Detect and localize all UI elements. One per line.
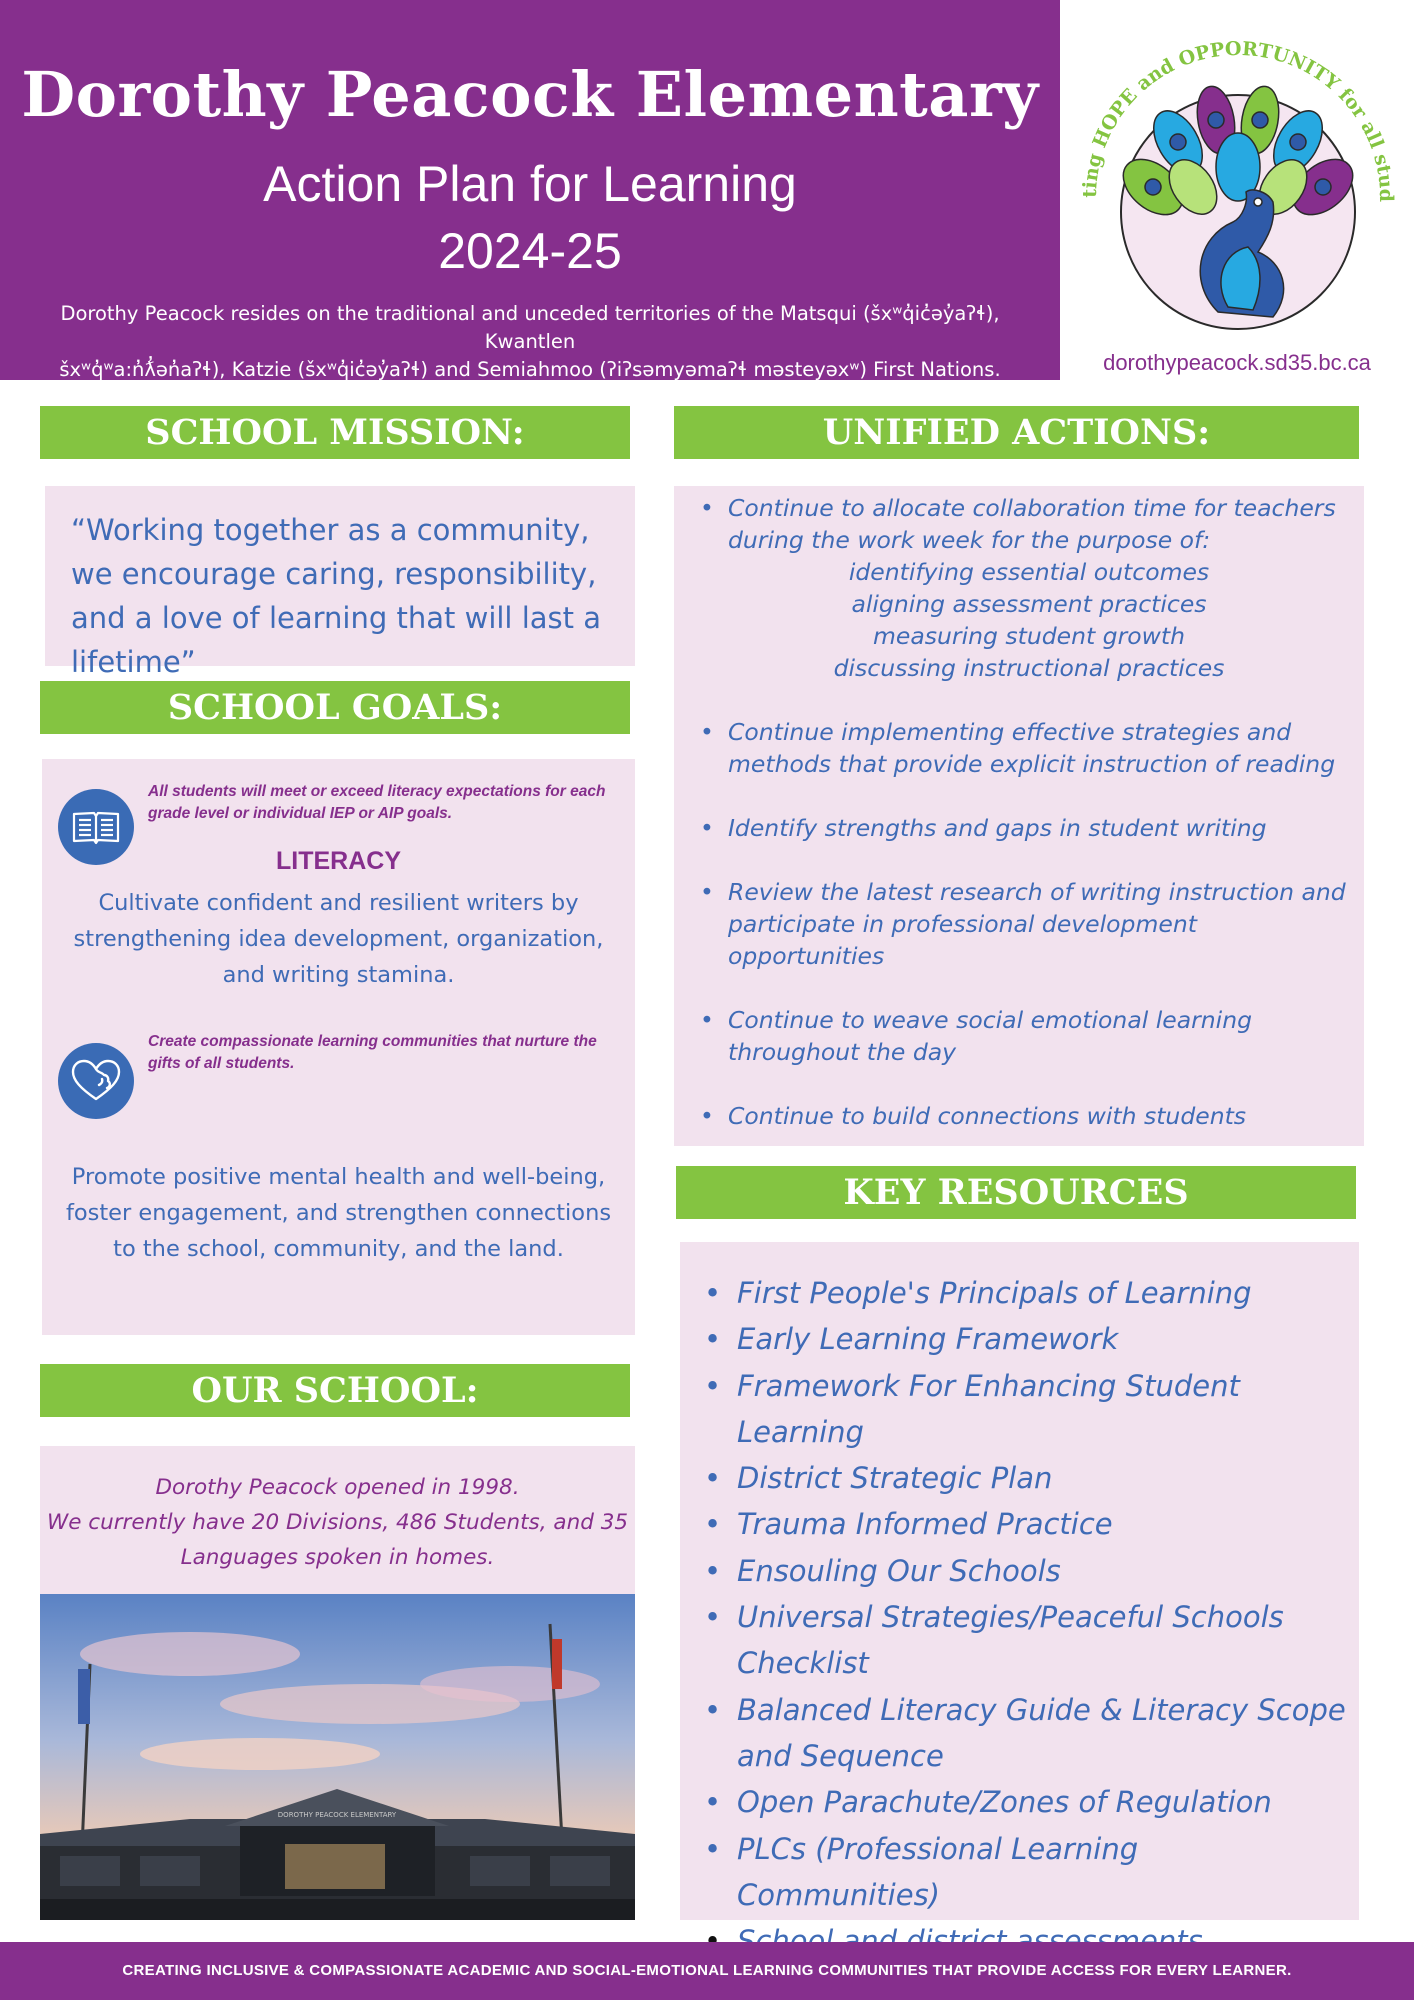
plan-title: Action Plan for Learning bbox=[263, 156, 797, 212]
unified-actions-list bbox=[700, 492, 1350, 1164]
footer-banner: CREATING INCLUSIVE & COMPASSIONATE ACADEMIC AND SOCIAL-EMOTIONAL LEARNING COMMUNITIES THAT PROVIDE ACCESS FOR EVERY LEARNER. bbox=[0, 1942, 1414, 2000]
school-stats-line: We currently have 20 Divisions, 486 Students, and 35 Languages spoken in homes. bbox=[46, 1510, 629, 1570]
peacock-icon bbox=[1068, 22, 1408, 342]
resource-item: • Trauma Informed Practice bbox=[700, 1501, 1350, 1547]
resource-item: • Open Parachute/Zones of Regulation bbox=[700, 1779, 1350, 1825]
territory-line-2: šxʷq̓ʷa:n̓ƛ̓ən̓aʔɬ), Katzie (šxʷq̓ic̓əy̓aʔɬ) and Semiahmoo (ʔiʔsəmyəmaʔɬ məsteyəxʷ) First Nations. bbox=[59, 358, 1001, 381]
action-item: • Continue to weave social emotional learning throughout the day bbox=[700, 1004, 1350, 1068]
header-banner bbox=[0, 0, 1060, 380]
our-school-heading: OUR SCHOOL: bbox=[40, 1364, 630, 1417]
literacy-goal-statement: All students will meet or exceed literacy expectations for each grade level or individual IEP or AIP goals. bbox=[148, 783, 606, 822]
our-school-text bbox=[40, 1470, 635, 1575]
action-item: • Continue implementing effective strategies and methods that provide explicit instruction of reading bbox=[700, 716, 1350, 780]
purpose-item: identifying essential outcomes bbox=[848, 558, 1210, 586]
resource-item: • First People's Principals of Learning bbox=[700, 1270, 1350, 1316]
collaboration-purposes-list bbox=[728, 556, 1350, 684]
purpose-item: measuring student growth bbox=[873, 622, 1185, 650]
heart-brain-icon bbox=[58, 1043, 134, 1119]
resource-item: • Framework For Enhancing Student Learning bbox=[700, 1363, 1350, 1456]
resource-item: • Ensouling Our Schools bbox=[700, 1548, 1350, 1594]
school-logo bbox=[1068, 22, 1408, 342]
resource-item: • PLCs (Professional Learning Communities) bbox=[700, 1826, 1350, 1919]
school-mission-heading: SCHOOL MISSION: bbox=[40, 406, 630, 459]
action-item: • Identify strengths and gaps in student writing bbox=[700, 812, 1350, 844]
territory-line-1: Dorothy Peacock resides on the traditional and unceded territories of the Matsqui (šxʷq̓ic̓əy̓aʔɬ), Kwantlen bbox=[60, 302, 1000, 353]
action-item: • Continue to build connections with students bbox=[700, 1100, 1350, 1132]
school-sign: DOROTHY PEACOCK ELEMENTARY bbox=[277, 1811, 397, 1819]
mission-quote: “Working together as a community, we encourage caring, responsibility, and a love of learning that will last a lifetime” bbox=[71, 513, 602, 679]
school-mission-panel bbox=[45, 486, 635, 679]
unified-actions-heading: UNIFIED ACTIONS: bbox=[674, 406, 1359, 459]
action-item: • Review the latest research of writing instruction and participate in professional development opportunities bbox=[700, 876, 1350, 972]
resource-item: • Balanced Literacy Guide & Literacy Scope and Sequence bbox=[700, 1687, 1350, 1780]
purpose-item: aligning assessment practices bbox=[851, 590, 1207, 618]
school-name: Dorothy Peacock Elementary bbox=[21, 58, 1039, 131]
action-item bbox=[700, 492, 1350, 684]
school-goals-heading: SCHOOL GOALS: bbox=[40, 681, 630, 734]
purpose-item: discussing instructional practices bbox=[833, 654, 1225, 682]
wellbeing-goal-statement: Create compassionate learning communities that nurture the gifts of all students. bbox=[148, 1033, 597, 1072]
school-website-link[interactable]: dorothypeacock.sd35.bc.ca bbox=[1103, 350, 1371, 375]
territory-acknowledgement bbox=[30, 300, 1030, 384]
literacy-description: Cultivate confident and resilient writers by strengthening idea development, organization, and writing stamina. bbox=[73, 890, 604, 988]
literacy-title: LITERACY bbox=[276, 847, 401, 875]
key-resources-heading: KEY RESOURCES bbox=[676, 1166, 1356, 1219]
school-opened-line: Dorothy Peacock opened in 1998. bbox=[155, 1475, 520, 1500]
school-goals-panel bbox=[42, 759, 635, 1335]
resource-item: • District Strategic Plan bbox=[700, 1455, 1350, 1501]
logo-arc-text: ting HOPE and OPPORTUNITY for all stud bbox=[1078, 37, 1398, 203]
plan-year: 2024-25 bbox=[438, 223, 622, 279]
wellbeing-description: Promote positive mental health and well-being, foster engagement, and strengthen connections to the school, community, and the land. bbox=[65, 1164, 612, 1262]
resource-item: • Early Learning Framework bbox=[700, 1316, 1350, 1362]
resource-item: • Universal Strategies/Peaceful Schools Checklist bbox=[700, 1594, 1350, 1687]
school-photo bbox=[40, 1594, 635, 1920]
action-collaboration-text: • Continue to allocate collaboration time for teachers during the work week for the purpose of: bbox=[728, 494, 1336, 554]
key-resources-list bbox=[700, 1270, 1350, 1964]
